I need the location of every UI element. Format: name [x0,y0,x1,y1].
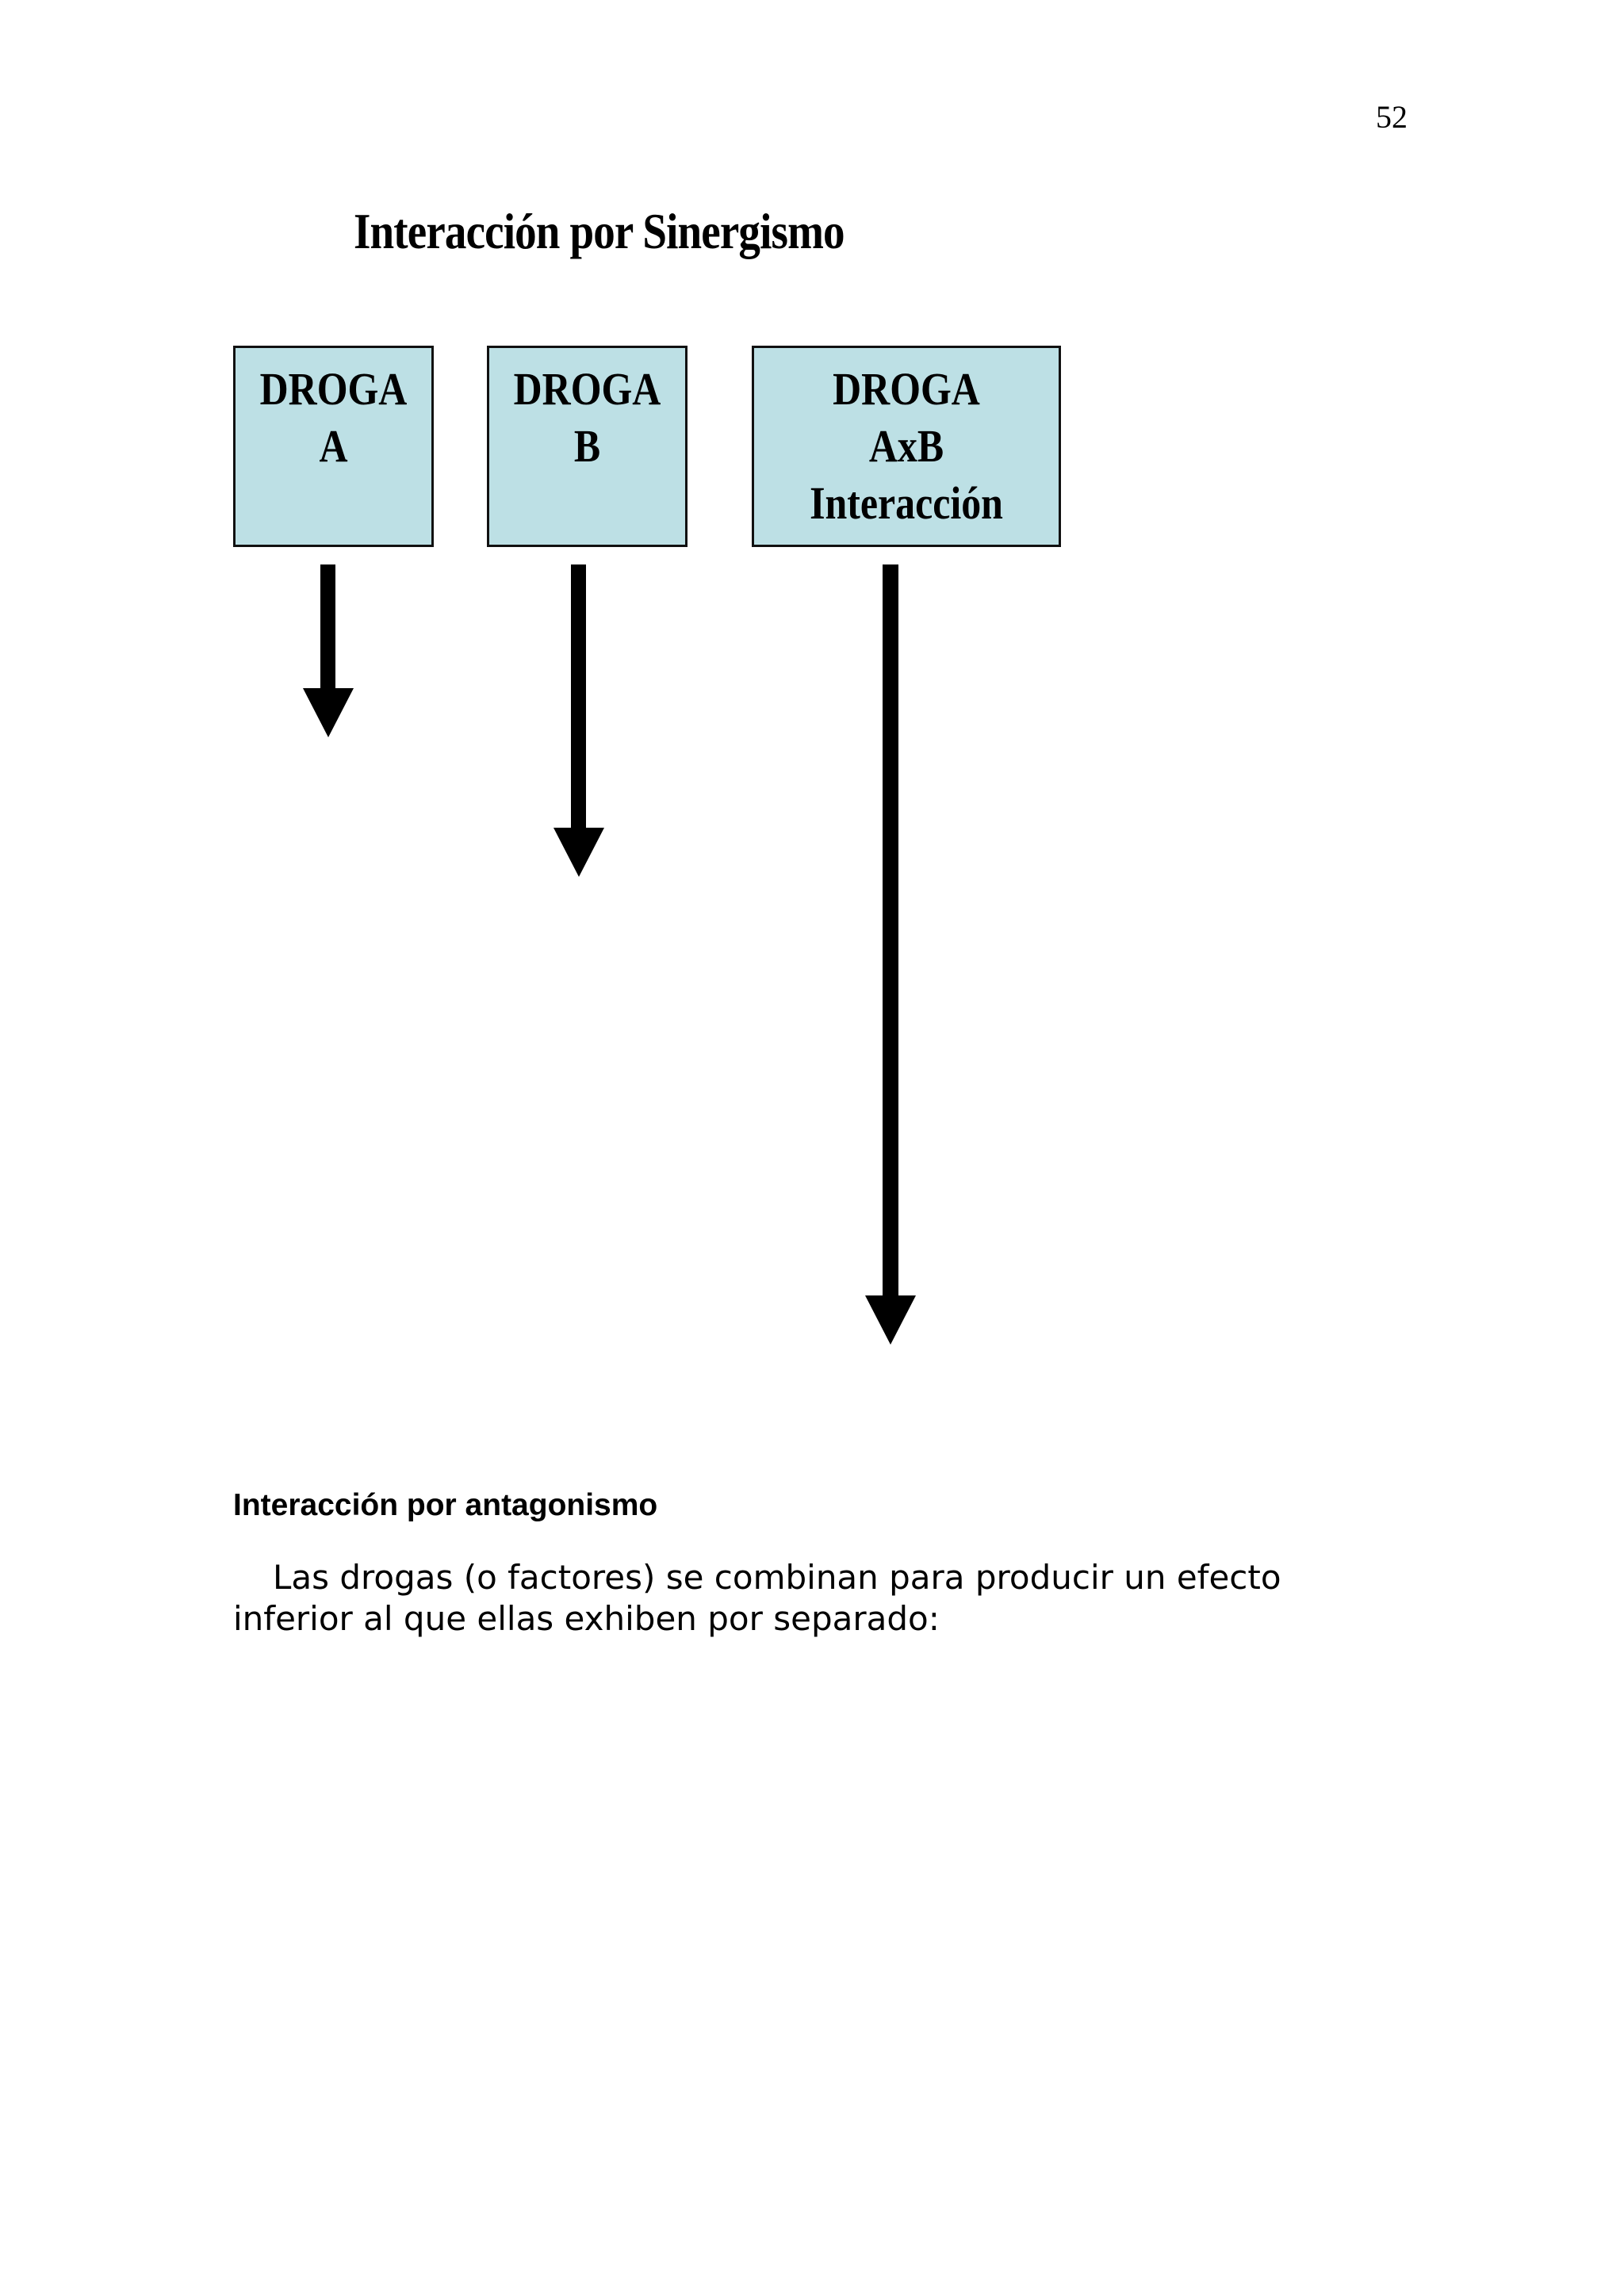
body-paragraph [233,1557,1343,1640]
drug-b-box [487,346,688,547]
drug-a-box [233,346,434,547]
drug-ab-box [752,346,1061,547]
drug-b-label: DROGA [513,363,661,415]
diagram-title: Interacción por Sinergismo [354,203,845,259]
paragraph-line: inferior al que ellas exhiben por separado: [233,1599,940,1638]
arrow-drug-b [553,564,604,877]
drug-ab-label: DROGA [833,363,980,415]
drug-ab-letters: AxB [868,420,944,472]
section-heading: Interacción por antagonismo [233,1488,658,1522]
drug-a-letter: A [319,420,348,472]
drug-a-label: DROGA [259,363,408,415]
arrow-drug-ab [865,564,916,1345]
arrow-drug-a [303,564,354,737]
drug-ab-interaction: Interacción [810,477,1003,529]
paragraph-line: Las drogas (o factores) se combinan para producir un efecto [273,1558,1281,1597]
drug-b-letter: B [573,420,601,472]
page-number: 52 [1376,99,1408,135]
